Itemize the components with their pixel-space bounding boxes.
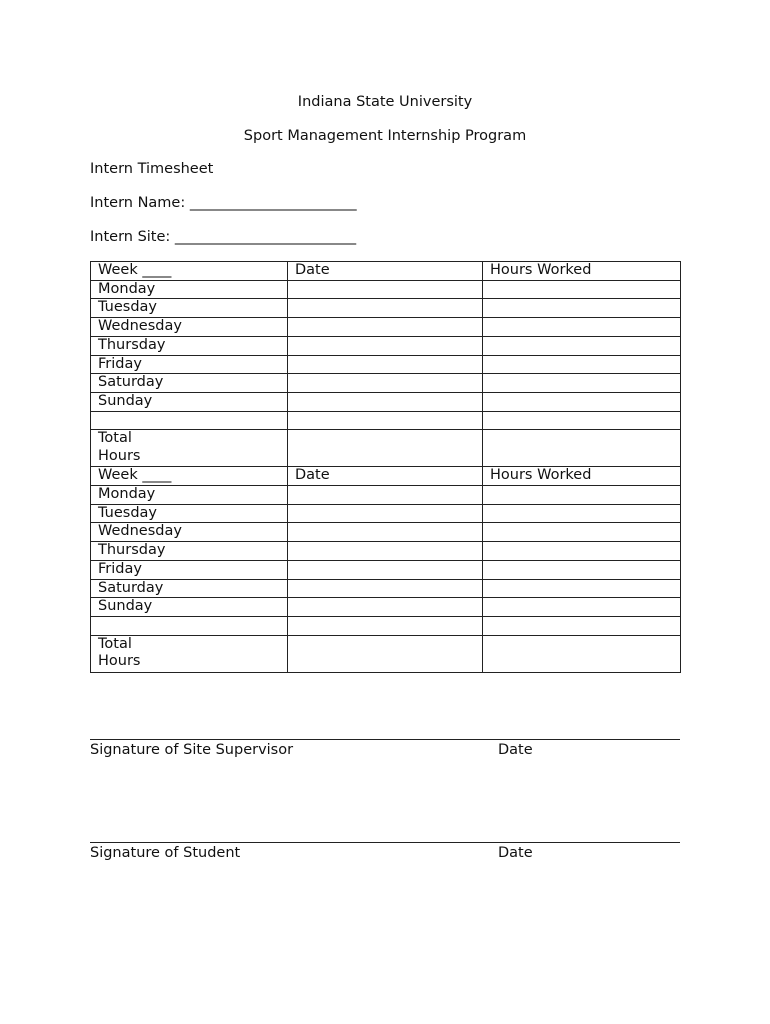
blank-cell[interactable] [288,616,483,635]
date-cell[interactable] [288,523,483,542]
week-label[interactable]: Week ____ [91,467,288,486]
table-row [91,336,681,355]
date-column-header: Date [288,262,483,281]
week-header-row [91,262,681,281]
date-cell[interactable] [288,542,483,561]
week-header-row [91,467,681,486]
blank-cell[interactable] [91,616,288,635]
table-row [91,579,681,598]
total-label-line1: Total [98,635,132,652]
total-label-line2: Hours [98,448,141,465]
table-row [91,486,681,505]
hours-cell[interactable] [483,318,681,337]
table-row [91,299,681,318]
week-label[interactable]: Week ____ [91,262,288,281]
program-name: Sport Management Internship Program [243,128,527,144]
total-row [91,430,681,467]
day-label: Tuesday [91,504,288,523]
date-cell[interactable] [288,392,483,411]
hours-cell[interactable] [483,355,681,374]
total-hours-cell[interactable] [483,635,681,672]
student-signature-label: Signature of Student [90,845,241,861]
table-row [91,280,681,299]
hours-cell[interactable] [483,560,681,579]
form-title: Intern Timesheet [90,161,214,177]
date-column-header: Date [288,467,483,486]
day-label: Thursday [91,336,288,355]
date-cell[interactable] [288,374,483,393]
student-signature-line[interactable] [90,842,680,843]
hours-cell[interactable] [483,486,681,505]
table-row [91,318,681,337]
day-label: Friday [91,560,288,579]
table-row [91,355,681,374]
date-cell[interactable] [288,579,483,598]
hours-cell[interactable] [483,523,681,542]
hours-cell[interactable] [483,542,681,561]
table-row [91,598,681,617]
hours-cell[interactable] [483,299,681,318]
table-row [91,392,681,411]
total-date-cell[interactable] [288,635,483,672]
intern-name-field[interactable]: Intern Name: _______________________ [90,195,357,211]
date-cell[interactable] [288,299,483,318]
hours-cell[interactable] [483,504,681,523]
date-cell[interactable] [288,336,483,355]
day-label: Friday [91,355,288,374]
day-label: Sunday [91,392,288,411]
date-cell[interactable] [288,355,483,374]
day-label: Saturday [91,374,288,393]
blank-cell[interactable] [288,411,483,430]
day-label: Monday [91,486,288,505]
total-hours-cell[interactable] [483,430,681,467]
blank-row [91,411,681,430]
table-row [91,374,681,393]
hours-cell[interactable] [483,374,681,393]
day-label: Wednesday [91,523,288,542]
blank-cell[interactable] [483,616,681,635]
date-cell[interactable] [288,318,483,337]
table-row [91,504,681,523]
day-label: Saturday [91,579,288,598]
hours-cell[interactable] [483,579,681,598]
date-cell[interactable] [288,280,483,299]
hours-column-header: Hours Worked [483,262,681,281]
date-cell[interactable] [288,486,483,505]
day-label: Monday [91,280,288,299]
hours-cell[interactable] [483,336,681,355]
blank-row [91,616,681,635]
blank-cell[interactable] [91,411,288,430]
hours-cell[interactable] [483,280,681,299]
day-label: Sunday [91,598,288,617]
university-name: Indiana State University [297,94,473,110]
supervisor-date-label: Date [498,742,533,758]
hours-column-header: Hours Worked [483,467,681,486]
table-row [91,542,681,561]
table-row [91,560,681,579]
table-row [91,523,681,542]
total-row [91,635,681,672]
blank-cell[interactable] [483,411,681,430]
day-label: Thursday [91,542,288,561]
date-cell[interactable] [288,560,483,579]
hours-cell[interactable] [483,598,681,617]
total-hours-label [91,635,288,672]
intern-site-field[interactable]: Intern Site: _________________________ [90,229,357,245]
supervisor-signature-label: Signature of Site Supervisor [90,742,294,758]
total-hours-label [91,430,288,467]
student-date-label: Date [498,845,533,861]
timesheet-table [90,261,681,673]
date-cell[interactable] [288,598,483,617]
day-label: Tuesday [91,299,288,318]
total-date-cell[interactable] [288,430,483,467]
total-label-line1: Total [98,430,132,447]
hours-cell[interactable] [483,392,681,411]
date-cell[interactable] [288,504,483,523]
day-label: Wednesday [91,318,288,337]
total-label-line2: Hours [98,653,141,670]
supervisor-signature-line[interactable] [90,739,680,740]
